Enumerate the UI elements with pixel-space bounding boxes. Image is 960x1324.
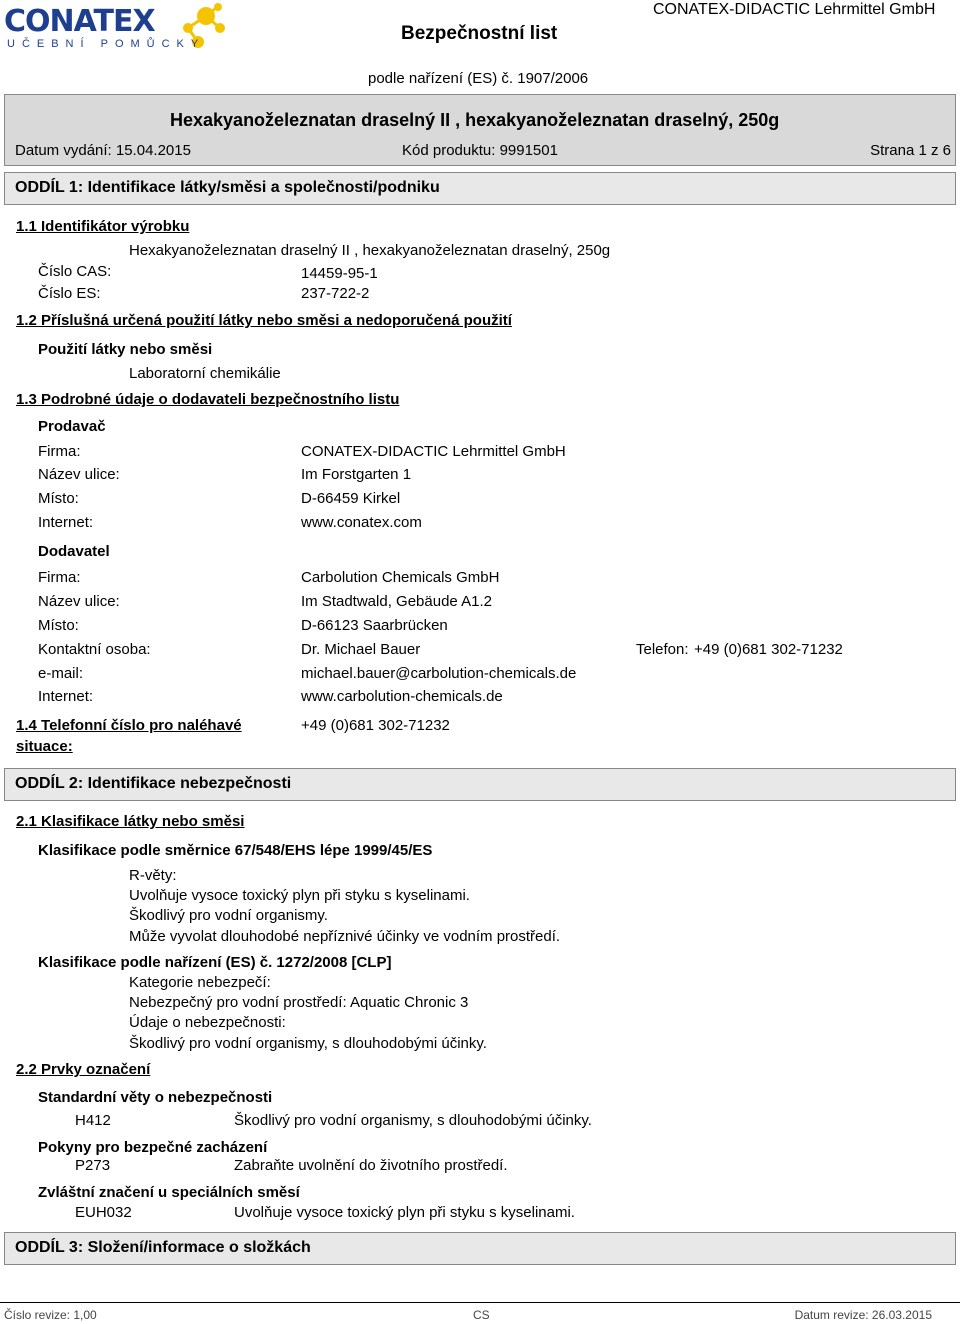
use-value: Laboratorní chemikálie xyxy=(129,365,281,382)
seller-row-value: CONATEX-DIDACTIC Lehrmittel GmbH xyxy=(301,443,566,460)
precaution-text: Zabraňte uvolnění do životního prostředí. xyxy=(234,1157,508,1174)
hazard-code: H412 xyxy=(75,1112,111,1129)
emergency-phone: +49 (0)681 302-71232 xyxy=(301,717,450,734)
section1-title: ODDÍL 1: Identifikace látky/směsi a společnosti/podniku xyxy=(15,179,440,196)
s14-title-line2: situace: xyxy=(16,738,73,755)
clp-line: Kategorie nebezpečí: xyxy=(129,974,271,991)
precaution-label: Pokyny pro bezpečné zacházení xyxy=(38,1139,268,1156)
dir-line: R-věty: xyxy=(129,867,177,884)
supplier-row-value: Dr. Michael Bauer xyxy=(301,641,421,658)
logo-main-text: CONATEX xyxy=(4,4,155,39)
product-code: Kód produktu: 9991501 xyxy=(402,142,558,159)
hazard-text: Škodlivý pro vodní organismy, s dlouhodobými účinky. xyxy=(234,1112,592,1129)
clp-classification-label: Klasifikace podle nařízení (ES) č. 1272/2008 [CLP] xyxy=(38,954,392,971)
supplier-internet-link[interactable]: www.carbolution-chemicals.de xyxy=(301,688,503,705)
cas-label: Číslo CAS: xyxy=(38,263,112,280)
section3-title: ODDÍL 3: Složení/informace o složkách xyxy=(15,1239,311,1256)
product-title: Hexakyanoželeznatan draselný II , hexakyanoželeznatan draselný, 250g xyxy=(170,110,780,130)
clp-line: Nebezpečný pro vodní prostředí: Aquatic Chronic 3 xyxy=(129,994,469,1011)
seller-row-value: Im Forstgarten 1 xyxy=(301,466,412,483)
seller-row-label: Místo: xyxy=(38,490,79,507)
language-code: CS xyxy=(473,1308,490,1322)
product-band xyxy=(4,94,956,166)
section2-header xyxy=(4,768,956,801)
cas-value: 14459-95-1 xyxy=(301,265,378,282)
logo-sub-text: UČEBNÍ POMŮCKY xyxy=(7,38,206,50)
hazard-statements-label: Standardní věty o nebezpečnosti xyxy=(38,1089,273,1106)
phone-label: Telefon: xyxy=(636,641,689,658)
s21-title: 2.1 Klasifikace látky nebo směsi xyxy=(16,813,245,830)
page-number: Strana 1 z 6 xyxy=(870,142,951,159)
supplier-row-value: D-66123 Saarbrücken xyxy=(301,617,448,634)
phone-value: +49 (0)681 302-71232 xyxy=(694,641,843,658)
product-name: Hexakyanoželeznatan draselný II , hexakyanoželeznatan draselný, 250g xyxy=(129,242,611,259)
supplier-row-value: Carbolution Chemicals GmbH xyxy=(301,569,500,586)
regulation-text: podle nařízení (ES) č. 1907/2006 xyxy=(368,70,589,87)
logo xyxy=(4,2,229,54)
dir-line: Může vyvolat dlouhodobé nepříznivé účinky ve vodním prostředí. xyxy=(129,928,561,945)
seller-row-label: Internet: xyxy=(38,514,94,531)
section3-header xyxy=(4,1232,956,1265)
seller-row-value: D-66459 Kirkel xyxy=(301,490,401,507)
section2-title: ODDÍL 2: Identifikace nebezpečnosti xyxy=(15,775,292,792)
document-title: Bezpečnostní list xyxy=(401,23,558,44)
s11-title: 1.1 Identifikátor výrobku xyxy=(16,218,190,235)
supplier-row-label: Místo: xyxy=(38,617,79,634)
supplier-row-label: Kontaktní osoba: xyxy=(38,641,151,658)
special-code: EUH032 xyxy=(75,1204,132,1221)
s12-title: 1.2 Příslušná určená použití látky nebo směsi a nedoporučená použití xyxy=(16,312,512,329)
seller-internet-link[interactable]: www.conatex.com xyxy=(301,514,422,531)
clp-line: Údaje o nebezpečnosti: xyxy=(129,1014,286,1031)
supplier-row-label: e-mail: xyxy=(38,665,84,682)
revision-date: Datum revize: 26.03.2015 xyxy=(794,1308,932,1322)
seller-label: Prodavač xyxy=(38,418,106,435)
supplier-row-label: Internet: xyxy=(38,688,94,705)
seller-row-label: Název ulice: xyxy=(38,466,120,483)
header-company: CONATEX-DIDACTIC Lehrmittel GmbH xyxy=(653,1,936,18)
issue-date: Datum vydání: 15.04.2015 xyxy=(15,142,191,159)
es-label: Číslo ES: xyxy=(38,285,101,302)
special-text: Uvolňuje vysoce toxický plyn při styku s kyselinami. xyxy=(234,1204,575,1221)
dir-line: Uvolňuje vysoce toxický plyn při styku s kyselinami. xyxy=(129,887,470,904)
supplier-row-value: Im Stadtwald, Gebäude A1.2 xyxy=(301,593,492,610)
supplier-row-label: Firma: xyxy=(38,569,81,586)
footer-divider xyxy=(0,1302,960,1303)
seller-row-label: Firma: xyxy=(38,443,81,460)
clp-line: Škodlivý pro vodní organismy, s dlouhodobými účinky. xyxy=(129,1035,487,1052)
revision-number: Číslo revize: 1,00 xyxy=(4,1308,97,1322)
s22-title: 2.2 Prvky označení xyxy=(16,1061,151,1078)
s14-title-line1: 1.4 Telefonní číslo pro naléhavé xyxy=(16,717,242,734)
dir-classification-label: Klasifikace podle směrnice 67/548/EHS lépe 1999/45/ES xyxy=(38,842,433,859)
supplier-row-label: Název ulice: xyxy=(38,593,120,610)
supplier-label: Dodavatel xyxy=(38,543,110,560)
supplier-email-link[interactable]: michael.bauer@carbolution-chemicals.de xyxy=(301,665,577,682)
precaution-code: P273 xyxy=(75,1157,111,1174)
section1-header xyxy=(4,172,956,205)
s13-title: 1.3 Podrobné údaje o dodavateli bezpečnostního listu xyxy=(16,391,400,408)
es-value: 237-722-2 xyxy=(301,285,370,302)
use-label: Použití látky nebo směsi xyxy=(38,341,213,358)
dir-line: Škodlivý pro vodní organismy. xyxy=(129,907,328,924)
special-labelling-label: Zvláštní značení u speciálních směsí xyxy=(38,1184,300,1201)
